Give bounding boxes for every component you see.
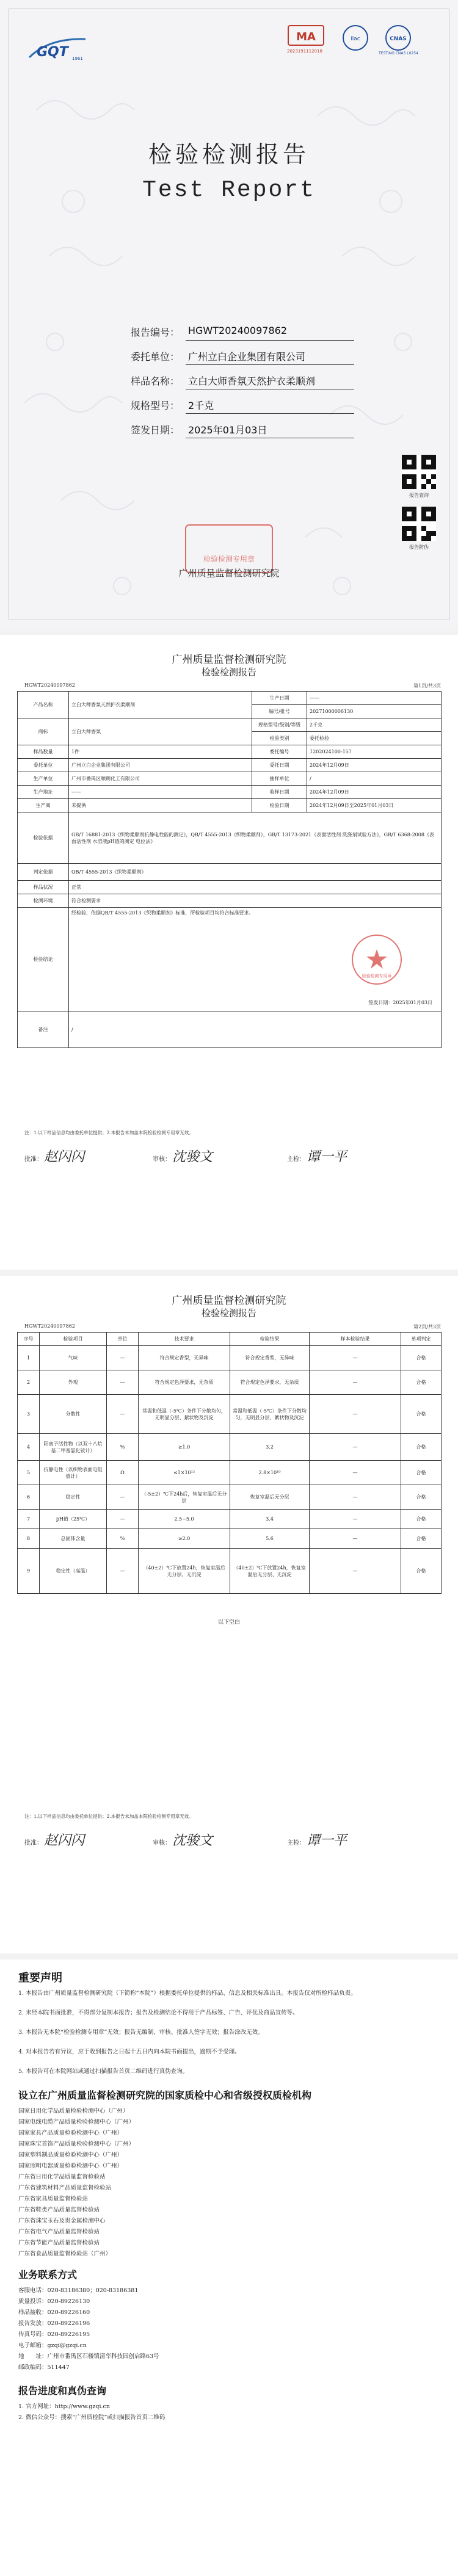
svg-text:ilac: ilac <box>351 36 360 42</box>
table-row: 生产商 未提供 检验日期 2024年12月09日至2025年01月03日 <box>18 799 442 812</box>
contact-line: 样品接收：020-89226160 <box>18 2309 90 2316</box>
centers-title: 设立在广州质量监督检测研究院的国家质检中心和省级授权质检机构 <box>18 2089 312 2101</box>
list-item: 国家照明电器质量检验检测中心（广州） <box>18 2163 123 2169</box>
approve-signature: 赵闪闪 <box>44 1149 85 1165</box>
approve-label: 批准： <box>24 1840 43 1847</box>
report-page-notices <box>0 1959 458 2576</box>
contact-line: 邮政编码：511447 <box>18 2364 70 2371</box>
page3-footnote: 注：1.以下样品信息均由委托单位提供；2.本报告未加盖本院检验检测专用章无效。 <box>24 1814 194 1819</box>
field-sample-name: 样品名称： 立白大师香氛天然护衣柔顺剂 <box>122 367 354 392</box>
table-row: 2 外观 — 符合规定色泽要求，无杂质 符合规定色泽要求，无杂质 — 合格 <box>18 1370 442 1395</box>
main-test-label: 主检： <box>287 1840 305 1847</box>
list-item: 广东省食品质量监督检验站（广州） <box>18 2251 112 2257</box>
svg-text:检验检测专用章: 检验检测专用章 <box>362 974 392 979</box>
report-cover <box>0 0 458 629</box>
table-row: 4 阳离子活性物（以双十八烷基二甲基氯化铵计） % ≥1.0 3.2 — 合格 <box>18 1434 442 1461</box>
list-item: 国家家具产品质量检验检测中心（广州） <box>18 2130 123 2136</box>
contact-line: 报告发放：020-89226196 <box>18 2320 90 2327</box>
table-row: 产品名称 立白大师香氛天然护衣柔顺剂 生产日期 —— <box>18 692 442 705</box>
notice-para: 5. 本报告可在本院网站或通过扫描报告首页二维码进行真伪查询。 <box>18 2068 189 2075</box>
table-row: 检验结论 经检验，依据QB/T 4555-2013《织物柔顺剂》标准，所检验项目均符合标准要求。 检验检测专用章 签发日期：2025年01月03日 <box>18 908 442 1011</box>
review-label: 审核： <box>153 1840 171 1847</box>
contact-line: 传真号码：020-89226195 <box>18 2331 90 2338</box>
page3-page-number: 第2页/共3页 <box>413 1324 441 1330</box>
field-issue-date: 签发日期： 2025年01月03日 <box>122 416 354 441</box>
list-item: 广东省家具质量监督检验站 <box>18 2196 89 2202</box>
cover-institute-name: 广州质量监督检测研究院 <box>178 568 280 579</box>
approve-signature: 赵闪闪 <box>44 1833 85 1848</box>
list-item: 广东省珠宝玉石及贵金属检测中心 <box>18 2218 106 2224</box>
list-item: 广东省日用化学品质量监督检验站 <box>18 2174 106 2180</box>
main-test-signature: 谭一平 <box>307 1149 347 1165</box>
table-row: 样品状况 正常 <box>18 881 442 894</box>
review-signature: 沈骏文 <box>172 1833 213 1848</box>
table-row: 编号/批号 20271000006130 <box>18 705 442 718</box>
contact-line[interactable]: 电子邮箱：gzqi@gzqi.cn <box>18 2342 87 2349</box>
table-row: 5 抗静电性（以织物表面电阻值计） Ω ≤1×10¹² 2.8×10¹⁰ — 合格 <box>18 1461 442 1485</box>
list-item: 广东省电气产品质量监督检验站 <box>18 2229 100 2235</box>
table-header-row: 序号 检验项目 单位 技术要求 检验结果 样本检验结果 单项判定 <box>18 1333 442 1346</box>
notice-para: 3. 本报告无本院“检验检测专用章”无效；报告无编制、审核、批准人签字无效；报告涂改无效。 <box>18 2029 264 2036</box>
table-row: 8 总固体含量 % ≥2.0 5.6 — 合格 <box>18 1529 442 1549</box>
qr-code-verify-icon[interactable] <box>402 507 436 541</box>
page2-title: 检验检测报告 <box>201 667 256 678</box>
cnas-cert-code: TESTING CNAS L0254 <box>379 51 418 56</box>
notice-para: 2. 未经本院书面批准，不得部分复制本报告；报告及检测结论不得用于产品标签、广告、评优及商品宣传等。 <box>18 2010 299 2016</box>
conclusion-date: 签发日期：2025年01月03日 <box>368 1000 432 1005</box>
report-title-en: Test Report <box>142 177 316 203</box>
contact-title: 业务联系方式 <box>18 2269 78 2281</box>
field-client: 委托单位： 广州立白企业集团有限公司 <box>122 343 354 367</box>
table-row: 1 气味 — 符合规定香型，无异味 符合规定香型，无异味 — 合格 <box>18 1346 442 1370</box>
summary-table <box>17 691 442 1048</box>
results-end-note: 以下空白 <box>217 1619 240 1626</box>
list-item: 广东省建筑材料产品质量监督检验站 <box>18 2185 112 2191</box>
svg-text:检验检测专用章: 检验检测专用章 <box>203 555 255 563</box>
approve-label: 批准： <box>24 1156 43 1163</box>
list-item: 广东省节能产品质量监督检验站 <box>18 2240 100 2246</box>
svg-text:GQT: GQT <box>37 45 68 60</box>
review-label: 审核： <box>153 1156 171 1163</box>
table-row: 样品数量 1件 委托编号 1202024100-157 <box>18 745 442 759</box>
qr-code-query-icon[interactable] <box>402 455 436 489</box>
contact-line: 质量投诉：020-89226130 <box>18 2298 90 2305</box>
progress-line: 2. 微信公众号：搜索“广州质检院”或扫描报告首页二维码 <box>18 2414 165 2421</box>
notice-para: 4. 对本报告若有异议，应于收到报告之日起十五日内向本院书面提出，逾期不予受理。 <box>18 2049 241 2055</box>
field-report-no: 报告编号： HGWT20240097862 <box>122 319 354 343</box>
report-page-summary <box>0 635 458 1270</box>
page2-page-number: 第1页/共3页 <box>413 683 441 689</box>
table-row: 商标 立白大师香氛 规格型号/级别/等级 2千克 <box>18 718 442 732</box>
page3-title: 检验检测报告 <box>201 1308 256 1319</box>
list-item: 广东省鞋类产品质量监督检验站 <box>18 2207 100 2213</box>
table-row: 检验类别 委托检验 <box>18 732 442 745</box>
results-table <box>17 1332 442 1594</box>
main-test-label: 主检： <box>287 1156 305 1163</box>
page3-report-no: HGWT20240097862 <box>24 1323 75 1329</box>
report-page-results <box>0 1276 458 1953</box>
main-test-signature: 谭一平 <box>307 1833 347 1848</box>
gqt-logo-icon <box>24 35 92 62</box>
contact-line: 地 址：广州市番禺区石楼镇清华科技园创启路63号 <box>18 2353 159 2360</box>
table-row: 7 pH值（25℃） — 2.5~5.0 3.4 — 合格 <box>18 1510 442 1529</box>
qr-label-query: 报告查询 <box>409 493 429 498</box>
progress-line[interactable]: 1. 官方网址：http://www.gzqi.cn <box>18 2403 110 2410</box>
list-item: 国家日用化学品质量检验检测中心（广州） <box>18 2108 129 2115</box>
svg-text:1961: 1961 <box>72 56 83 61</box>
page3-institute: 广州质量监督检测研究院 <box>172 1295 286 1307</box>
table-row: 判定依据 QB/T 4555-2013《织物柔顺剂》 <box>18 864 442 881</box>
table-row: 备注 / <box>18 1011 442 1048</box>
contact-line: 客服电话：020-83186380；020-83186381 <box>18 2287 139 2294</box>
progress-title: 报告进度和真伪查询 <box>18 2385 107 2397</box>
table-row: 3 分散性 — 常温和低温（-5℃）条件下分散均匀，无明显分层、絮状物及沉淀 常温和低温（-5℃）条件下分散均匀，无明显分层、絮状物及沉淀 — 合格 <box>18 1395 442 1434</box>
list-item: 国家珠宝首饰产品质量检验检测中心（广州） <box>18 2141 135 2147</box>
table-row: 生产单位 广州市番禺区顺朗化工有限公司 抽样单位 / <box>18 772 442 786</box>
page2-institute: 广州质量监督检测研究院 <box>172 654 286 666</box>
notice-title: 重要声明 <box>18 1972 62 1984</box>
svg-text:CNAS: CNAS <box>390 36 407 42</box>
review-signature: 沈骏文 <box>172 1149 213 1165</box>
certification-badges <box>287 24 440 61</box>
table-row: 委托单位 广州立白企业集团有限公司 委托日期 2024年12月09日 <box>18 759 442 772</box>
page2-report-no: HGWT20240097862 <box>24 682 75 688</box>
table-row: 生产地址 —— 收样日期 2024年12月09日 <box>18 786 442 799</box>
notice-para: 1. 本报告由广州质量监督检测研究院（下简称“本院”）根据委托单位提供的样品、信息及相关标准出具。本报告仅对所检样品负责。 <box>18 1990 357 1997</box>
cma-cert-code: 2023191112018 <box>287 49 322 54</box>
table-row: 检测环境 符合检测要求 <box>18 894 442 908</box>
qr-label-verify: 报告防伪 <box>409 545 429 550</box>
cover-info-fields <box>122 319 354 441</box>
report-title-cn: 检验检测报告 <box>148 141 310 168</box>
field-spec: 规格型号： 2千克 <box>122 392 354 416</box>
list-item: 国家电线电缆产品质量检验检测中心（广州） <box>18 2119 135 2126</box>
table-row: 检验依据 GB/T 16881-2013《织物柔顺剂抗静电性能的测定》，QB/T 4555-2013《织物柔顺剂》，GB/T 13173-2021《表面活性剂 洗涤剂试验方法》，GB/T 6368-2008《表面活性剂 水溶液pH值的测定 电位法》 <box>18 812 442 864</box>
conclusion-seal-icon <box>349 932 404 987</box>
page2-footnote: 注：1.以下样品信息均由委托单位提供；2.本报告未加盖本院检验检测专用章无效。 <box>24 1130 194 1135</box>
list-item: 国家塑料制品质量检验检测中心（广州） <box>18 2152 123 2158</box>
table-row: 9 稳定性（高温） — （40±2）℃下放置24h，恢复室温后无分层、无沉淀 （40±2）℃下放置24h，恢复室温后无分层、无沉淀 — 合格 <box>18 1549 442 1594</box>
svg-text:MA: MA <box>296 31 316 43</box>
table-row: 6 稳定性 — （-5±2）℃下24h后，恢复室温后无分层 恢复室温后无分层 — 合格 <box>18 1485 442 1510</box>
